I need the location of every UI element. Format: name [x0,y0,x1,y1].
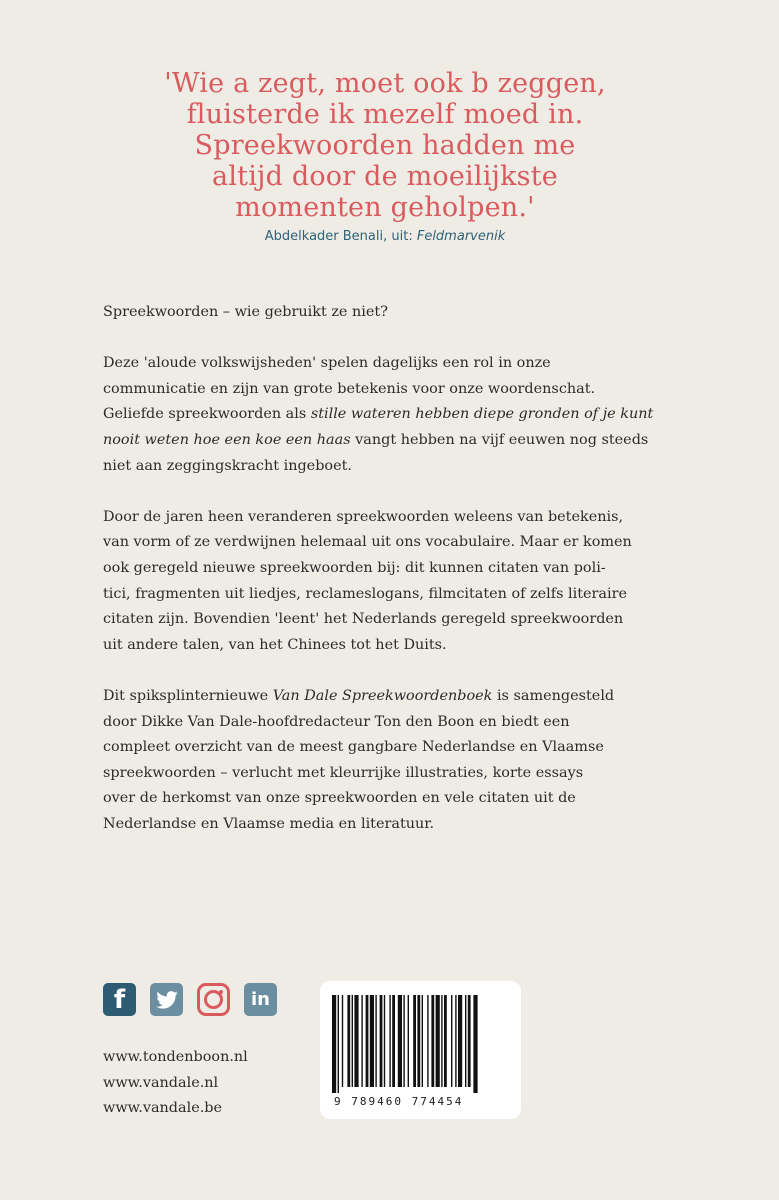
paragraph-intro [103,300,688,326]
quote-line: altijd door de moeilijkste [212,161,558,192]
book-title: Van Dale Spreekwoordenboek [272,687,493,704]
text-span: Dit spiksplinternieuwe [103,687,273,704]
text-line: over de herkomst van onze spreekwoorden en vele citaten uit de [103,790,576,807]
social-icons [103,983,277,1016]
text-line: Door de jaren heen veranderen spreekwoorden weleens van betekenis, [103,508,624,525]
quote-line: 'Wie a zegt, moet ook b zeggen, [164,68,606,99]
text-span: is samengesteld [492,687,615,704]
instagram-icon[interactable] [197,983,230,1016]
link-tondenboon[interactable]: www.tondenboon.nl [103,1049,248,1065]
barcode-bars-icon [330,995,511,1093]
text-line: communicatie en zijn van grote betekenis voor onze woordenschat. [103,380,596,397]
paragraph-book [103,684,688,838]
twitter-icon[interactable] [150,983,183,1016]
link-vandale-nl[interactable]: www.vandale.nl [103,1074,219,1091]
quote-source-author: Abdelkader Benali, uit: [264,229,417,244]
text-line: ook geregeld nieuwe spreekwoorden bij: dit kunnen citaten van poli- [103,559,606,576]
proverb-example: stille wateren hebben diepe gronden of je kunt [310,406,654,423]
text-span: Geliefde spreekwoorden als [103,406,311,423]
instagram-dot-icon [219,990,223,994]
text-line: spreekwoorden – verlucht met kleurrijke illustraties, korte essays [103,764,584,781]
text-line: Spreekwoorden – wie gebruikt ze niet? [103,304,388,320]
barcode [320,981,521,1119]
link-vandale-be[interactable]: www.vandale.be [103,1100,223,1117]
text-line [103,402,688,428]
text-line [103,428,688,454]
text-line: citaten zijn. Bovendien 'leent' het Nederlands geregeld spreekwoorden [103,611,624,628]
quote-line: fluisterde ik mezelf moed in. [186,99,584,130]
text-line: door Dikke Van Dale-hoofdredacteur Ton den Boon en biedt een [103,713,570,730]
text-line: compleet overzicht van de meest gangbare Nederlandse en Vlaamse [103,739,604,756]
paragraph-folk-wisdom [103,351,688,479]
text-line: niet aan zeggingskracht ingeboet. [103,457,352,474]
website-links [103,1045,248,1122]
twitter-bird-icon [156,991,178,1009]
quote-line: momenten geholpen.' [235,192,535,223]
barcode-number: 9 789460 774454 [334,1095,464,1108]
text-line: tici, fragmenten uit liedjes, reclameslogans, filmcitaten of zelfs literaire [103,585,628,602]
quote-source [150,229,620,244]
quote-block [150,68,620,244]
quote-source-title: Feldmarvenik [416,229,506,244]
text-line: uit andere talen, van het Chinees tot het Duits. [103,636,447,653]
quote-line: Spreekwoorden hadden me [194,130,576,161]
text-line: van vorm of ze verdwijnen helemaal uit ons vocabulaire. Maar er komen [103,534,632,551]
text-line: Nederlandse en Vlaamse media en literatuur. [103,815,435,832]
blurb-text [103,300,688,863]
linkedin-icon[interactable]: in [244,983,277,1016]
proverb-example: nooit weten hoe een koe een haas [103,431,351,448]
facebook-icon[interactable]: f [103,983,136,1016]
paragraph-change [103,505,688,659]
text-line: Deze 'aloude volkswijsheden' spelen dagelijks een rol in onze [103,355,551,372]
text-span: vangt hebben na vijf eeuwen nog steeds [350,431,649,448]
text-line [103,684,688,710]
